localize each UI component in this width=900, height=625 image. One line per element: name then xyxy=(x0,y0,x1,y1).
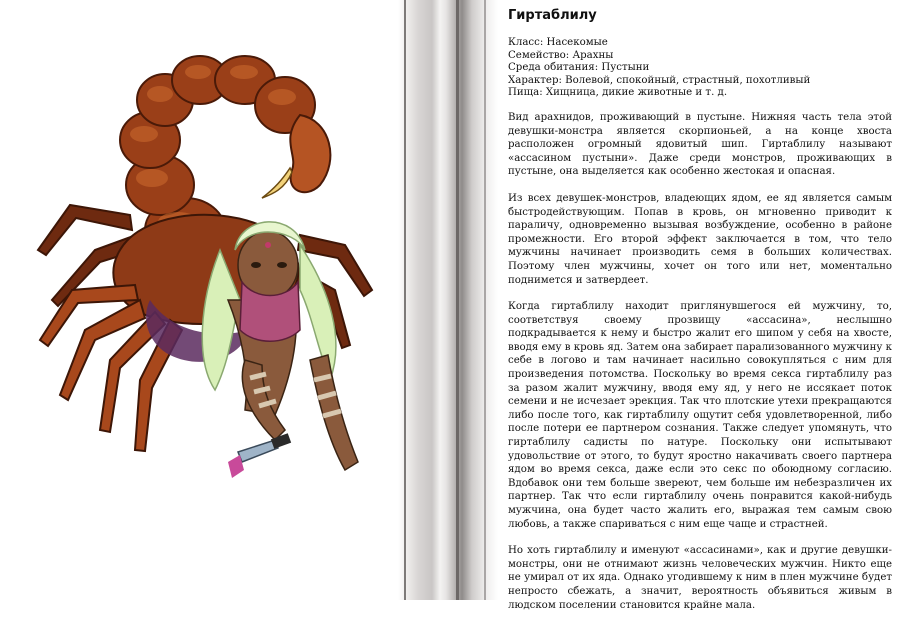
entry-text xyxy=(508,8,892,625)
paragraph-assassins: Но хоть гиртаблилу и именуют «ассасинами», как и другие девушки-монстры, они не отнимают жизнь человеческих мужчин. Никто еще не умирал от их яда. Однако угодившему к ним в плен мужчине будет непросто сбежать, а значит, вероятность объявиться живым в людском поселении становится крайне мала. xyxy=(508,545,892,611)
paragraph-description: Вид арахнидов, проживающий в пустыне. Нижняя часть тела этой девушки-монстра является скорпионьей, а на конце хвоста расположен огромный ядовитый шип. Гиртаблилу называют «ассасином пустыни». Даже среди монстров, проживающих в пустыне, она выделяется как особенно жестокая и опасная. xyxy=(508,111,892,178)
entry-attributes xyxy=(508,37,892,100)
girtablilu-illustration xyxy=(0,0,398,600)
paragraph-behavior: Когда гиртаблилу находит приглянувшегося ей мужчину, то, соответствуя своему прозвищу «ассасина», неслышно подкрадывается к нему и быстро жалит его шипом у себя на хвосте, вводя ему в кровь яд. Затем она забирает парализованного мужчину к себе в логово и там начинает насильно совокупляться с ним для произведения потомства. Поскольку во время секса гиртаблилу раз за разом жалит мужчину, вводя ему яд, у него не иссякает поток семени и не исчезает эрекция. Так что плотские утехи прекращаются либо после того, как гиртаблилу ощутит себя удовлетворенной, либо после потери ее партнером сознания. Также следует упомянуть, что гиртаблилу садисты по натуре. Поскольку они испытывают удовольствие от этого, то будут яростно накачивать своего партнера ядом во время секса, даже если это секс по обоюдному согласию. Вдобавок они тем больше звереют, чем больше им небезразличен их партнер. Так что если гиртаблилу очень понравится какой-нибудь мужчина, она будет часто жалить его, выражая тем самым свою любовь, а также спариваться с ним еще чаще и страстней. xyxy=(508,301,892,530)
paragraph-venom: Из всех девушек-монстров, владеющих ядом, ее яд является самым быстродействующим. Попав в кровь, он мгновенно приводит к параличу, одновременно вызывая возбуждение, особенно в районе промежности. Его второй эффект заключается в том, что тело мужчины начинает производить семя в больших количествах. Поэтому член мужчины, хочет он того или нет, моментально поднимется и затвердеет. xyxy=(508,192,892,286)
attribute-class: Класс: Насекомые xyxy=(508,37,608,48)
text-page xyxy=(498,0,900,611)
attribute-habitat: Среда обитания: Пустыни xyxy=(508,62,650,74)
attribute-family: Семейство: Арахны xyxy=(508,49,614,61)
book-spine xyxy=(398,0,498,600)
attribute-food: Пища: Хищница, дикие животные и т. д. xyxy=(508,87,728,99)
attribute-character: Характер: Волевой, спокойный, страстный, похотливый xyxy=(508,74,811,86)
entry-title: Гиртаблилу xyxy=(508,8,597,23)
illustration-page xyxy=(0,0,398,600)
